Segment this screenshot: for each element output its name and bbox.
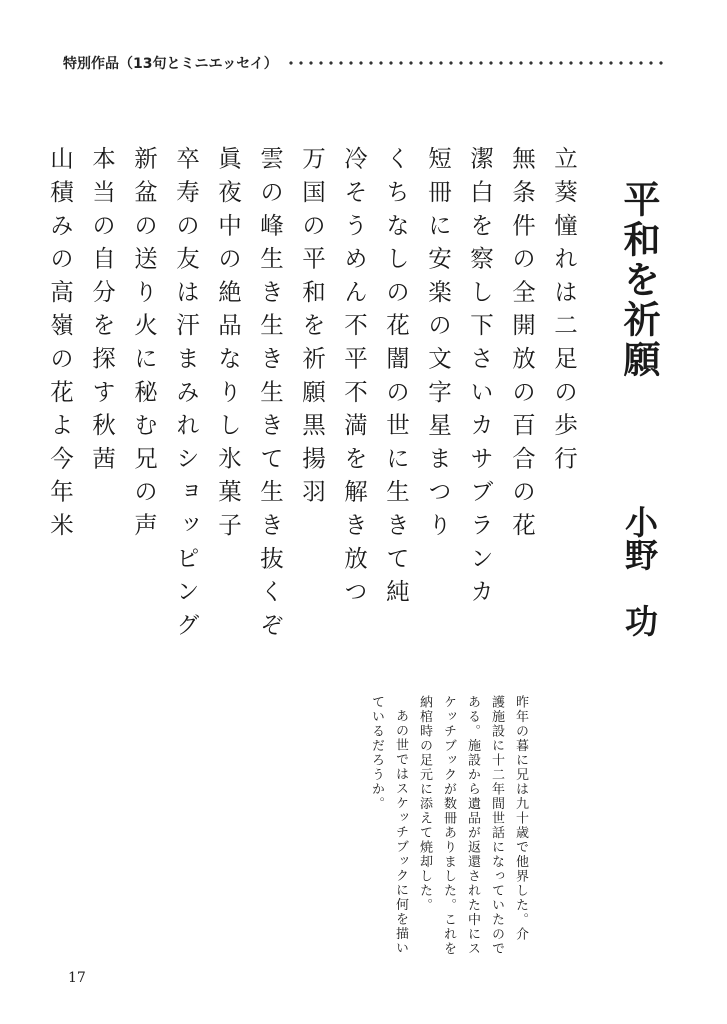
haiku-list [39, 146, 585, 646]
haiku-line: 雲の峰生き生き生きて生き抜くぞ [256, 146, 284, 646]
haiku-line: 本当の自分を探す秋茜 [88, 146, 116, 479]
essay-line: ケッチブックが数冊ありました。これを [441, 695, 456, 956]
haiku-line: 無条件の全開放の百合の花 [508, 146, 536, 546]
running-header [63, 52, 663, 74]
haiku-line: 短冊に安楽の文字星まつり [424, 146, 452, 546]
haiku-line: 潔白を察し下さいカサブランカ [466, 146, 494, 613]
header-dotted-leader [286, 61, 663, 65]
work-title: 平和を祈願 [617, 180, 661, 380]
haiku-line: 新盆の送り火に秘む兄の声 [130, 146, 158, 546]
essay-line: ているだろうか。 [369, 695, 384, 811]
essay-line: 護施設に十二年間世話になっていたので [489, 695, 504, 956]
haiku-line: 卒寿の友は汗まみれショッピング [172, 146, 200, 646]
essay-line: ある。施設から遺品が返還された中にス [465, 695, 480, 956]
haiku-line: 山積みの高嶺の花よ今年米 [46, 146, 74, 546]
mini-essay [364, 695, 532, 965]
page-number: 17 [68, 970, 86, 986]
essay-line: 昨年の暮に兄は九十歳で他界した。介 [513, 695, 528, 942]
haiku-line: 眞夜中の絶品なりし氷菓子 [214, 146, 242, 546]
haiku-line: 万国の平和を祈願黒揚羽 [298, 146, 326, 513]
essay-line: あの世ではスケッチブックに何を描い [393, 709, 408, 956]
haiku-line: 冷そうめん不平不満を解き放つ [340, 146, 368, 613]
header-title: 特別作品（13句とミニエッセイ） [63, 56, 278, 72]
essay-line: 納棺時の足元に添えて焼却した。 [417, 695, 432, 913]
haiku-line: 立葵憧れは二足の歩行 [550, 146, 578, 479]
haiku-line: くちなしの花闇の世に生きて純 [382, 146, 410, 613]
author-name: 小野 功 [620, 505, 659, 637]
